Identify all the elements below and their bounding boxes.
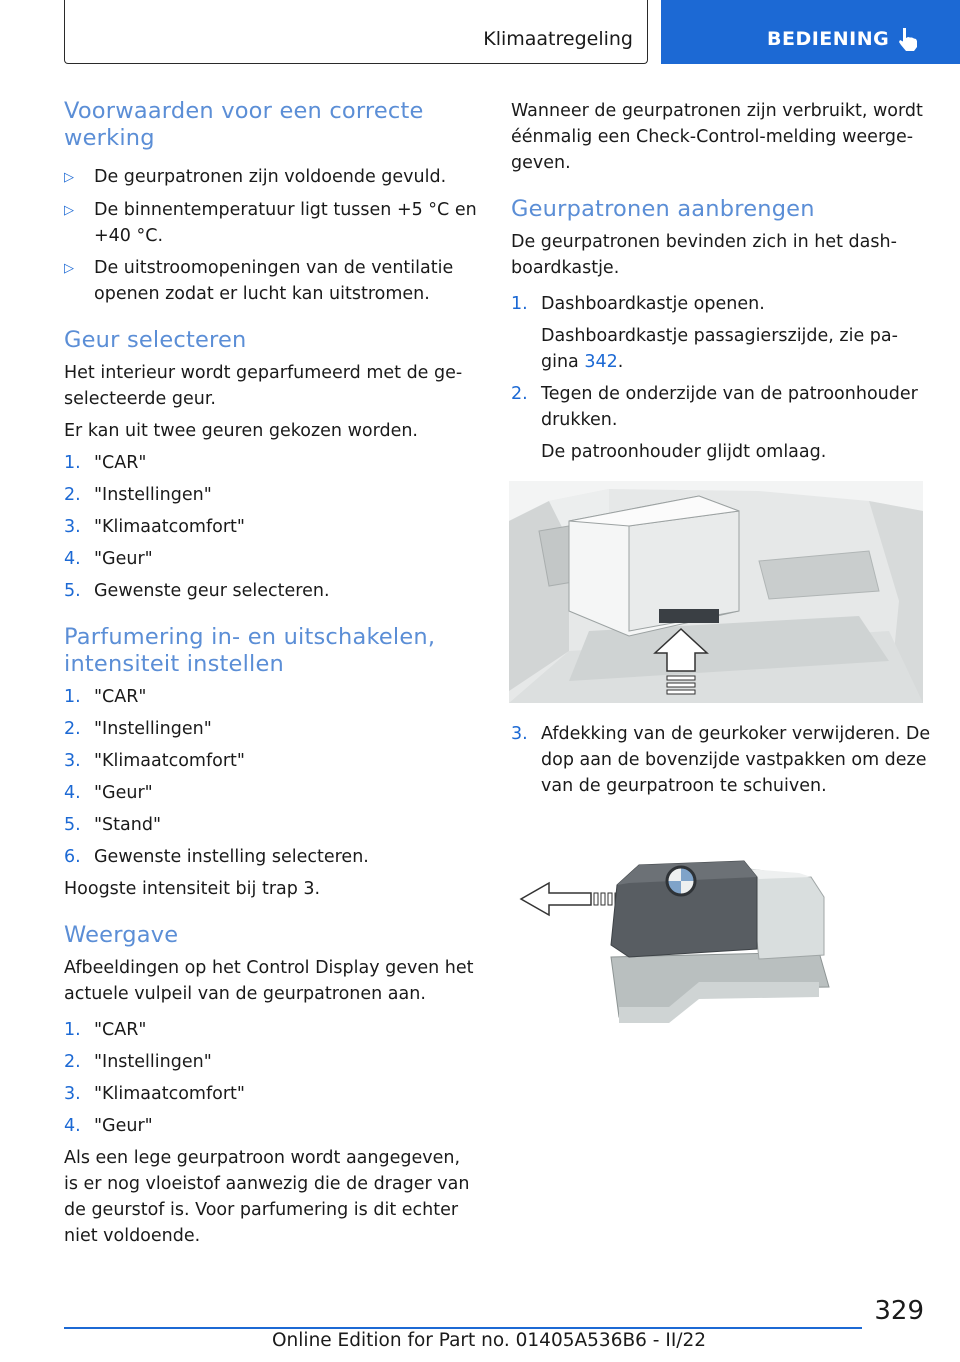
list-item: 3. "Klimaatcomfort"	[64, 751, 245, 771]
section-heading-weergave: Weergave	[64, 922, 179, 948]
fragrance-cartridge-illustration	[519, 857, 849, 1029]
glovebox-cartridge-holder-illustration	[509, 481, 923, 703]
list-item: 3. "Klimaatcomfort"	[64, 1084, 245, 1104]
list-item: 6. Gewenste instelling selecteren.	[64, 847, 369, 867]
list-item: 1. "CAR"	[64, 453, 147, 473]
list-item: 2. "Instellingen"	[64, 485, 212, 505]
list-item: 5. Gewenste geur selecteren.	[64, 581, 330, 601]
right-column	[511, 98, 931, 1029]
page-link[interactable]: 342	[584, 352, 618, 372]
triangle-bullet-icon: ▷	[64, 170, 74, 185]
list-item: 1. "CAR"	[64, 1020, 147, 1040]
list-item: 3. "Klimaatcomfort"	[64, 517, 245, 537]
list-item: ▷ De uitstroomopeningen van de ventilatie openen zodat er lucht kan uitstromen.	[64, 255, 478, 307]
pointing-hand-icon	[894, 24, 924, 54]
header-chapter-label: BEDIENING	[767, 28, 890, 50]
list-item: 4. "Geur"	[64, 549, 153, 569]
header-section-title: Klimaatregeling	[483, 28, 633, 50]
list-item: 2. Tegen de onderzijde van de patroonhouder drukken.	[511, 384, 918, 430]
footer-divider	[64, 1327, 862, 1329]
list-item: 5. "Stand"	[64, 815, 161, 835]
paragraph: Wanneer de geurpatronen zijn verbruikt, wordt éénmalig een Check-Control-melding weerge-geven.	[511, 101, 923, 173]
list-item: 1. Dashboardkastje openen.	[511, 294, 765, 314]
step-detail: Dashboardkastje passagierszijde, zie pa-gina 342.	[541, 326, 898, 372]
list-item: ▷ De binnentemperatuur ligt tussen +5 °C en +40 °C.	[64, 197, 478, 249]
glovebox-drawing	[509, 481, 923, 703]
header-chapter-tab	[661, 0, 960, 64]
page-number: 329	[874, 1296, 924, 1326]
section-heading-geurpatronen-aanbrengen: Geurpatronen aanbrengen	[511, 196, 815, 222]
paragraph: Afbeeldingen op het Control Display geven het actuele vulpeil van de geurpatronen aan.	[64, 958, 474, 1004]
triangle-bullet-icon: ▷	[64, 203, 74, 218]
step-detail: De patroonhouder glijdt omlaag.	[541, 442, 827, 462]
section-heading-parfumering: Parfumering in- en uitschakelen, intensiteit instellen	[64, 624, 436, 677]
paragraph: Het interieur wordt geparfumeerd met de ge-selecteerde geur.	[64, 363, 463, 409]
paragraph: De geurpatronen bevinden zich in het dash-boardkastje.	[511, 232, 897, 278]
header-section-box	[64, 0, 648, 64]
paragraph: Er kan uit twee geuren gekozen worden.	[64, 421, 418, 441]
list-item: 4. "Geur"	[64, 783, 153, 803]
paragraph: Hoogste intensiteit bij trap 3.	[64, 879, 321, 899]
list-item: 1. "CAR"	[64, 687, 147, 707]
section-heading-geur-selecteren: Geur selecteren	[64, 327, 247, 353]
cartridge-drawing	[519, 857, 849, 1029]
list-item: 3. Afdekking van de geurkoker verwijderen. De dop aan de bovenzijde vastpakken om deze van de geurpatroon te schuiven.	[511, 724, 931, 796]
triangle-bullet-icon: ▷	[64, 261, 74, 276]
footer-edition: Online Edition for Part no. 01405A536B6 - II/22	[272, 1330, 707, 1351]
list-item: 4. "Geur"	[64, 1116, 153, 1136]
paragraph: Als een lege geurpatroon wordt aangegeven, is er nog vloeistof aanwezig die de drager van de geurstof is. Voor parfumering is dit echter niet voldoende.	[64, 1148, 470, 1246]
list-item: 2. "Instellingen"	[64, 1052, 212, 1072]
section-heading-voorwaarden: Voorwaarden voor een correcte werking	[64, 98, 424, 151]
left-column	[64, 98, 478, 1255]
list-item: ▷ De geurpatronen zijn voldoende gevuld.	[64, 164, 478, 191]
list-item: 2. "Instellingen"	[64, 719, 212, 739]
